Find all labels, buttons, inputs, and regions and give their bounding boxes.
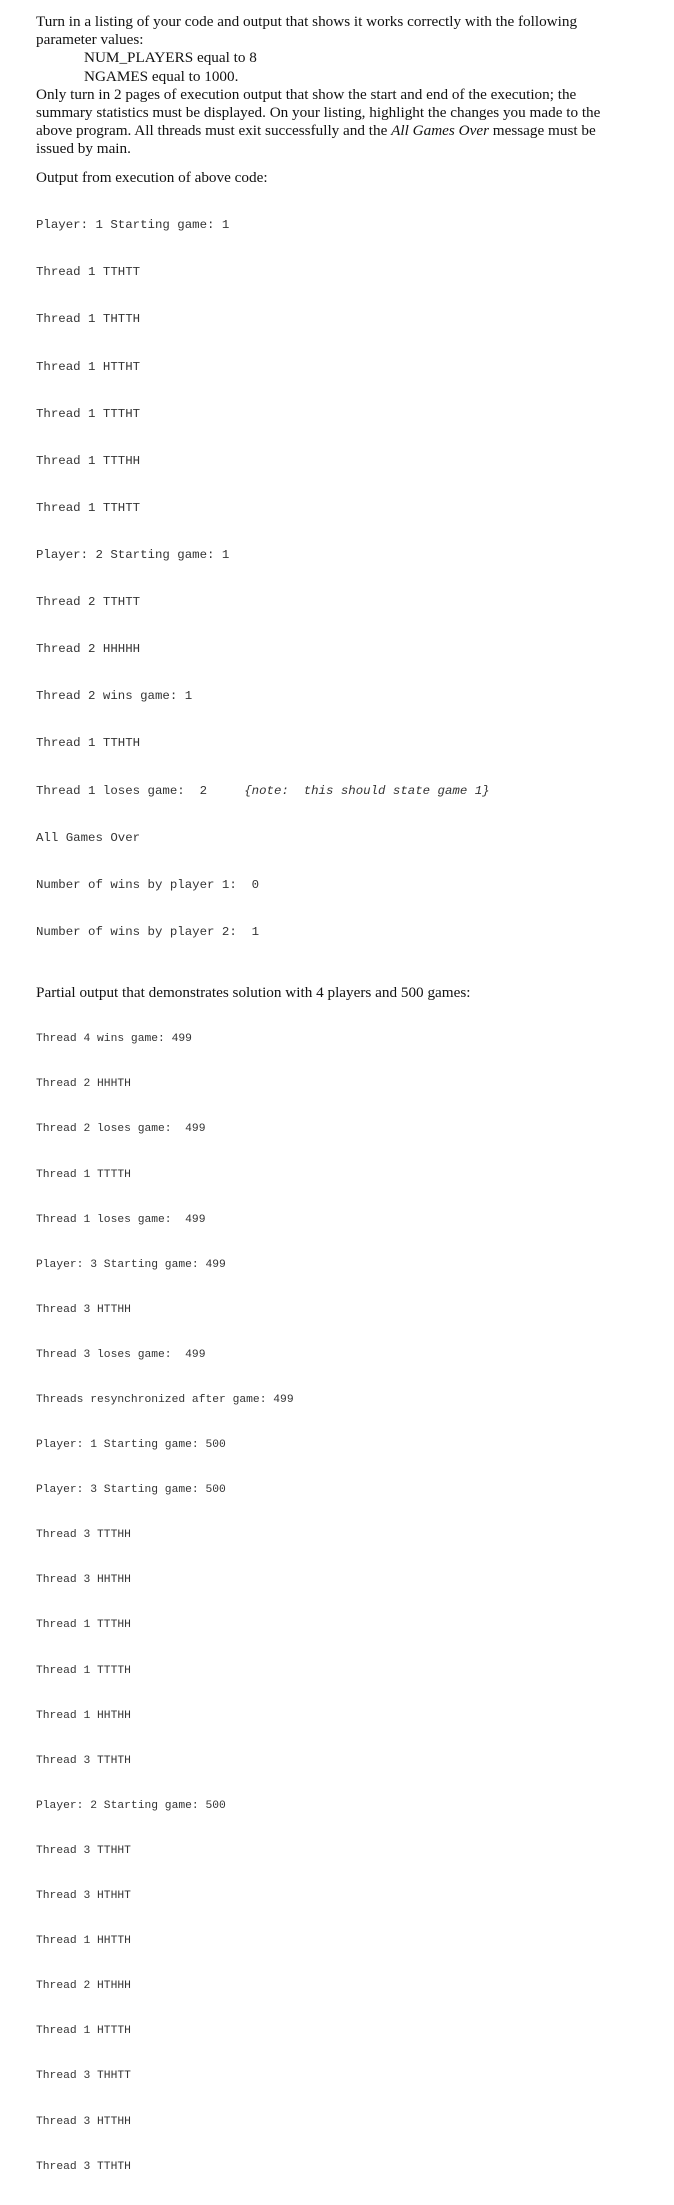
output-line: Number of wins by player 2: 1 — [36, 924, 260, 939]
output-line: Thread 1 loses game: 499 — [36, 1213, 206, 1226]
output-line: Player: 1 Starting game: 500 — [36, 1439, 226, 1452]
output-line: Thread 3 TTTHH — [36, 1529, 131, 1542]
output-line: Thread 3 HTTHH — [36, 1303, 131, 1316]
output-line: Thread 3 HTHHT — [36, 1890, 131, 1903]
output-line: Thread 2 HHHTH — [36, 1078, 131, 1091]
submission-text-b: message must be issued by main. — [36, 122, 596, 158]
output-line: Player: 1 Starting game: 1 — [36, 218, 230, 233]
output-line: Thread 1 TTTHH — [36, 453, 141, 468]
output-line: Thread 2 TTHTT — [36, 595, 141, 610]
output-line: Player: 2 Starting game: 1 — [36, 548, 230, 562]
document-page — [36, 13, 636, 2205]
output-line: Thread 2 loses game: 499 — [36, 1123, 206, 1136]
output-line: Player: 3 Starting game: 499 — [36, 1258, 226, 1271]
output-line: Thread 2 wins game: 1 — [36, 689, 193, 704]
output-line: Thread 4 wins game: 499 — [36, 1033, 192, 1046]
output-line: Thread 1 TTHTH — [36, 736, 141, 751]
output1-block — [36, 187, 636, 972]
parameter-num-players: NUM_PLAYERS equal to 8 — [84, 49, 257, 67]
output-line: Thread 3 TTHTH — [36, 1754, 131, 1767]
output-line: Thread 3 THHTT — [36, 2070, 131, 2083]
instructions-paragraph — [36, 13, 636, 49]
output-line: Player: 3 Starting game: 500 — [36, 1484, 226, 1497]
output-line: Thread 1 TTTTH — [36, 1168, 131, 1181]
output2-block — [36, 1002, 636, 2205]
output-line: Thread 1 HTTTH — [36, 2025, 131, 2038]
output-line: Thread 1 THTTH — [36, 312, 141, 327]
output-line: Thread 3 HTTHH — [36, 2115, 131, 2128]
output-line: Thread 1 HTTHT — [36, 359, 141, 374]
loses-note: {note: this should state game 1} — [244, 783, 490, 798]
submission-paragraph — [36, 86, 636, 159]
output-line: Thread 3 loses game: 499 — [36, 1348, 206, 1361]
output-line: Thread 2 HTHHH — [36, 1980, 131, 1993]
output1-heading: Output from execution of above code: — [36, 168, 268, 186]
output-line: Number of wins by player 1: 0 — [36, 877, 260, 892]
output-line: Thread 1 TTTTH — [36, 1664, 131, 1677]
output-line: Thread 2 HHHHH — [36, 642, 141, 657]
submission-text-a: Only turn in 2 pages of execution output that show the start and end of the execution; the summary statistics must be displayed. On your listing, highlight the changes you made to the above program. All threads must exit successfully and the — [36, 85, 601, 140]
output-line: Thread 1 HHTTH — [36, 1935, 131, 1948]
output-line: Thread 1 TTHTT — [36, 500, 141, 515]
all-games-over-emphasis: All Games Over — [391, 122, 489, 140]
output-line: Thread 3 TTHHT — [36, 1844, 131, 1857]
output-line: Thread 3 HHTHH — [36, 1574, 131, 1587]
output-line: Thread 1 TTHTT — [36, 265, 141, 280]
output-line: Threads resynchronized after game: 499 — [36, 1394, 294, 1406]
output-line: Player: 2 Starting game: 500 — [36, 1799, 226, 1812]
output-line: All Games Over — [36, 830, 141, 845]
output-line: Thread 1 TTTHT — [36, 406, 141, 421]
output-line: Thread 1 HHTHH — [36, 1709, 131, 1722]
output-line: Thread 3 TTHTH — [36, 2160, 131, 2173]
instructions-line: Turn in a listing of your code and output that shows it works correctly with the following parameter values: — [36, 13, 578, 49]
output-line-loses — [36, 784, 636, 800]
output-line: Thread 1 TTTHH — [36, 1619, 131, 1632]
parameter-ngames: NGAMES equal to 1000. — [84, 67, 239, 85]
output2-heading: Partial output that demonstrates solution with 4 players and 500 games: — [36, 983, 471, 1001]
loses-text: Thread 1 loses game: 2 — [36, 783, 245, 798]
